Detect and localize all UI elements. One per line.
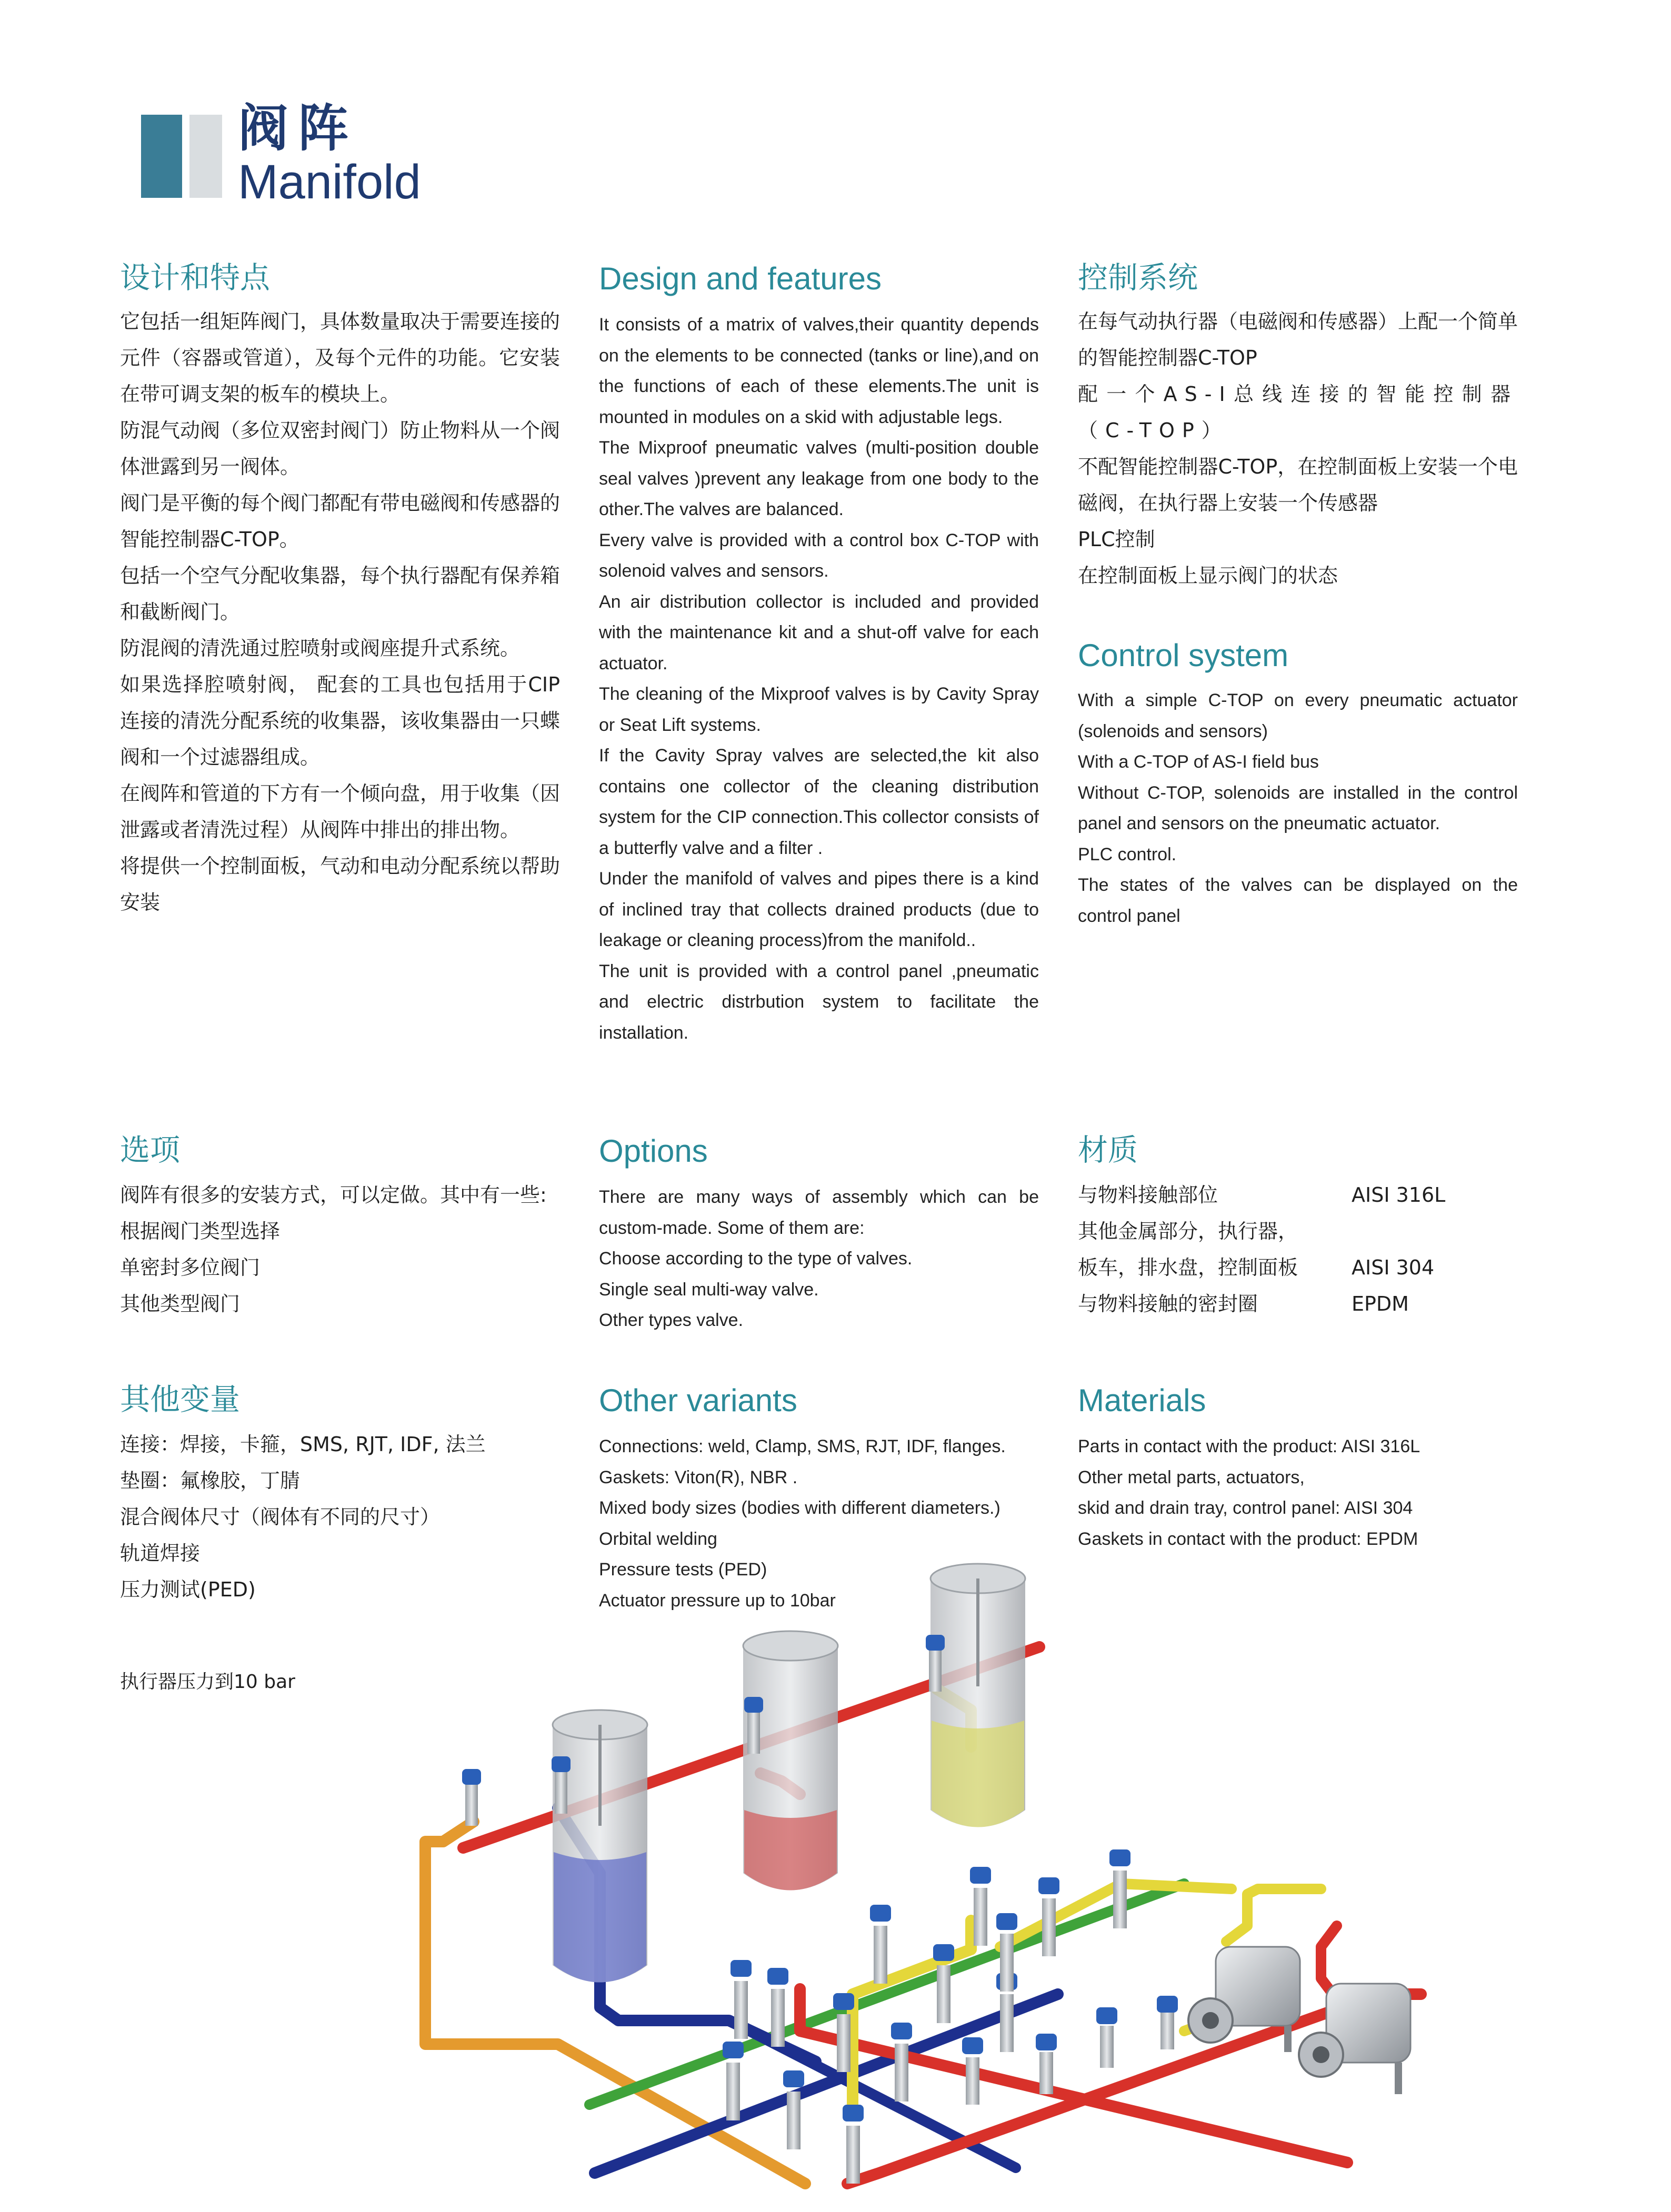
yellow-pipe-4 [1226, 1889, 1321, 1942]
materials-en-p1: Parts in contact with the product: AISI 316L [1078, 1436, 1420, 1456]
design-en-p4: An air distribution collector is included and provided with the maintenance kit and a shut-off valve for each actuator. [599, 591, 1039, 673]
valve [462, 1769, 481, 1826]
options-zh-p2: 根据阀门类型选择 [120, 1220, 281, 1243]
design-en-p3: Every valve is provided with a control box C-TOP with solenoid valves and sensors. [599, 530, 1039, 581]
options-en-p1: There are many ways of assembly which can be custom-made. Some of them are: [599, 1187, 1039, 1238]
options-zh-p4: 其他类型阀门 [120, 1292, 241, 1315]
control-en-p3: Without C-TOP, solenoids are installed in the control panel and sensors on the pneumatic actuator. [1078, 782, 1518, 833]
variants-zh-p1: 连接：焊接，卡箍，SMS, RJT, IDF, 法兰 [120, 1433, 486, 1456]
options-en-p3: Single seal multi-way valve. [599, 1279, 819, 1300]
control-zh-p3: 不配智能控制器C-TOP，在控制面板上安装一个电磁阀，在执行器上安装一个传感器 [1078, 455, 1518, 515]
valve [1157, 1996, 1178, 2049]
materials-zh-row: 板车，排水盘，控制面板 AISI 304 [1078, 1256, 1435, 1279]
control-zh-p4: PLC控制 [1078, 528, 1155, 551]
design-en-p5: The cleaning of the Mixproof valves is by Cavity Spray or Seat Lift systems. [599, 684, 1039, 735]
valve [783, 2070, 804, 2149]
valve [723, 2042, 744, 2120]
valve [933, 1944, 954, 2023]
tank-yellow [930, 1564, 1025, 1827]
design-en-p6: If the Cavity Spray valves are selected,the kit also contains one collector of the cleaning distribution system for the CIP connection.This collector consists of a butterfly valve and a filter . [599, 746, 1039, 858]
options-en-p4: Other types valve. [599, 1310, 744, 1330]
options-en-p2: Choose according to the type of valves. [599, 1249, 913, 1269]
materials-en-p3: skid and drain tray, control panel: AISI 304 [1078, 1498, 1413, 1518]
materials-en-heading: Materials [1078, 1383, 1206, 1418]
control-en-p1: With a simple C-TOP on every pneumatic actuator (solenoids and sensors) [1078, 690, 1518, 741]
design-zh-p2: 防混气动阀（多位双密封阀门）防止物料从一个阀体泄露到另一阀体。 [120, 419, 561, 478]
control-zh-p2: 配一个AS-I总线连接的智能控制器（C-TOP） [1078, 383, 1518, 442]
options-zh-heading: 选项 [120, 1133, 180, 1168]
materials-zh-row: 其他金属部分，执行器， [1078, 1220, 1298, 1243]
control-zh-heading: 控制系统 [1078, 260, 1198, 295]
control-en-p2: With a C-TOP of AS-I field bus [1078, 752, 1319, 772]
materials-zh-heading: 材质 [1078, 1133, 1138, 1168]
tank-red [743, 1631, 838, 1891]
materials-zh-row: 与物料接触部位 AISI 316L [1078, 1183, 1446, 1206]
design-zh-p1: 它包括一组矩阵阀门，具体数量取决于需要连接的元件（容器或管道），及每个元件的功能。它安装在带可调支架的板车的模块上。 [120, 310, 561, 406]
options-en-heading: Options [599, 1133, 708, 1169]
control-zh-p1: 在每气动执行器（电磁阀和传感器）上配一个简单的智能控制器C-TOP [1078, 310, 1518, 369]
design-zh-p4: 包括一个空气分配收集器，每个执行器配有保养箱和截断阀门。 [120, 564, 561, 624]
design-zh-p8: 将提供一个控制面板，气动和电动分配系统以帮助安装 [120, 854, 561, 914]
tank-blue [553, 1710, 647, 1983]
design-en-heading: Design and features [599, 261, 882, 296]
variants-en-p1: Connections: weld, Clamp, SMS, RJT, IDF, flanges. [599, 1436, 1006, 1456]
design-zh-p6: 如果选择腔喷射阀， 配套的工具也包括用于CIP 连接的清洗分配系统的收集器，该收集器由一只蝶阀和一个过滤器组成。 [120, 673, 561, 769]
variants-zh-p4: 轨道焊接 [120, 1542, 201, 1565]
variants-en-p4: Orbital welding [599, 1529, 717, 1549]
variants-en-p3: Mixed body sizes (bodies with different diameters.) [599, 1498, 1000, 1518]
variants-zh-p3: 混合阀体尺寸（阀体有不同的尺寸） [120, 1505, 441, 1529]
control-zh-p5: 在控制面板上显示阀门的状态 [1078, 564, 1338, 587]
variants-zh-heading: 其他变量 [120, 1382, 240, 1417]
actuator-pressure-note: 执行器压力到10 bar [120, 1671, 295, 1693]
valve [870, 1905, 891, 1984]
options-zh-p1: 阀阵有很多的安装方式，可以定做。其中有一些: [120, 1183, 547, 1206]
design-zh-heading: 设计和特点 [120, 260, 270, 295]
variants-zh-p5: 压力测试(PED) [120, 1578, 256, 1601]
design-en-p1: It consists of a matrix of valves,their quantity depends on the elements to be connected (tanks or line),and on the functions of each of these elements.The unit is mounted in modules on a skid with adjustable legs. [599, 315, 1039, 427]
valve [843, 2105, 864, 2184]
pump-2 [1299, 1984, 1410, 2094]
materials-en-p4: Gaskets in contact with the product: EPDM [1078, 1529, 1418, 1549]
variants-en-p6: Actuator pressure up to 10bar [599, 1590, 836, 1611]
variants-en-p2: Gaskets: Viton(R), NBR . [599, 1467, 798, 1487]
materials-zh-row: 与物料接触的密封圈 EPDM [1078, 1292, 1409, 1315]
design-en-p7: Under the manifold of valves and pipes there is a kind of inclined tray that collects drained products (due to leakage or cleaning process)from the manifold.. [599, 869, 1039, 950]
control-en-p4: PLC control. [1078, 844, 1177, 864]
materials-en-p2: Other metal parts, actuators, [1078, 1467, 1305, 1487]
control-en-heading: Control system [1078, 638, 1289, 673]
design-zh-p7: 在阀阵和管道的下方有一个倾向盘，用于收集（因泄露或者清洗过程）从阀阵中排出的排出物。 [120, 782, 561, 841]
design-en-p2: The Mixproof pneumatic valves (multi-position double seal valves )prevent any leakage from one body to the other.The valves are balanced. [599, 438, 1039, 519]
design-zh-p5: 防混阀的清洗通过腔喷射或阀座提升式系统。 [120, 637, 521, 660]
valve [1096, 2007, 1117, 2068]
options-zh-p3: 单密封多位阀门 [120, 1256, 261, 1279]
design-zh-p3: 阀门是平衡的每个阀门都配有带电磁阀和传感器的智能控制器C-TOP。 [120, 491, 561, 551]
variants-zh-p2: 垫圈：氟橡胶，丁腈 [120, 1469, 301, 1492]
variants-en-p5: Pressure tests (PED) [599, 1560, 767, 1580]
page-title-en: Manifold [238, 155, 421, 209]
variants-en-heading: Other variants [599, 1383, 797, 1418]
page-title-zh: 阀阵 [238, 99, 358, 158]
control-en-p5: The states of the valves can be displayed on the control panel [1078, 875, 1518, 926]
design-en-p8: The unit is provided with a control panel ,pneumatic and electric distrbution system to facilitate the installation. [599, 961, 1039, 1043]
